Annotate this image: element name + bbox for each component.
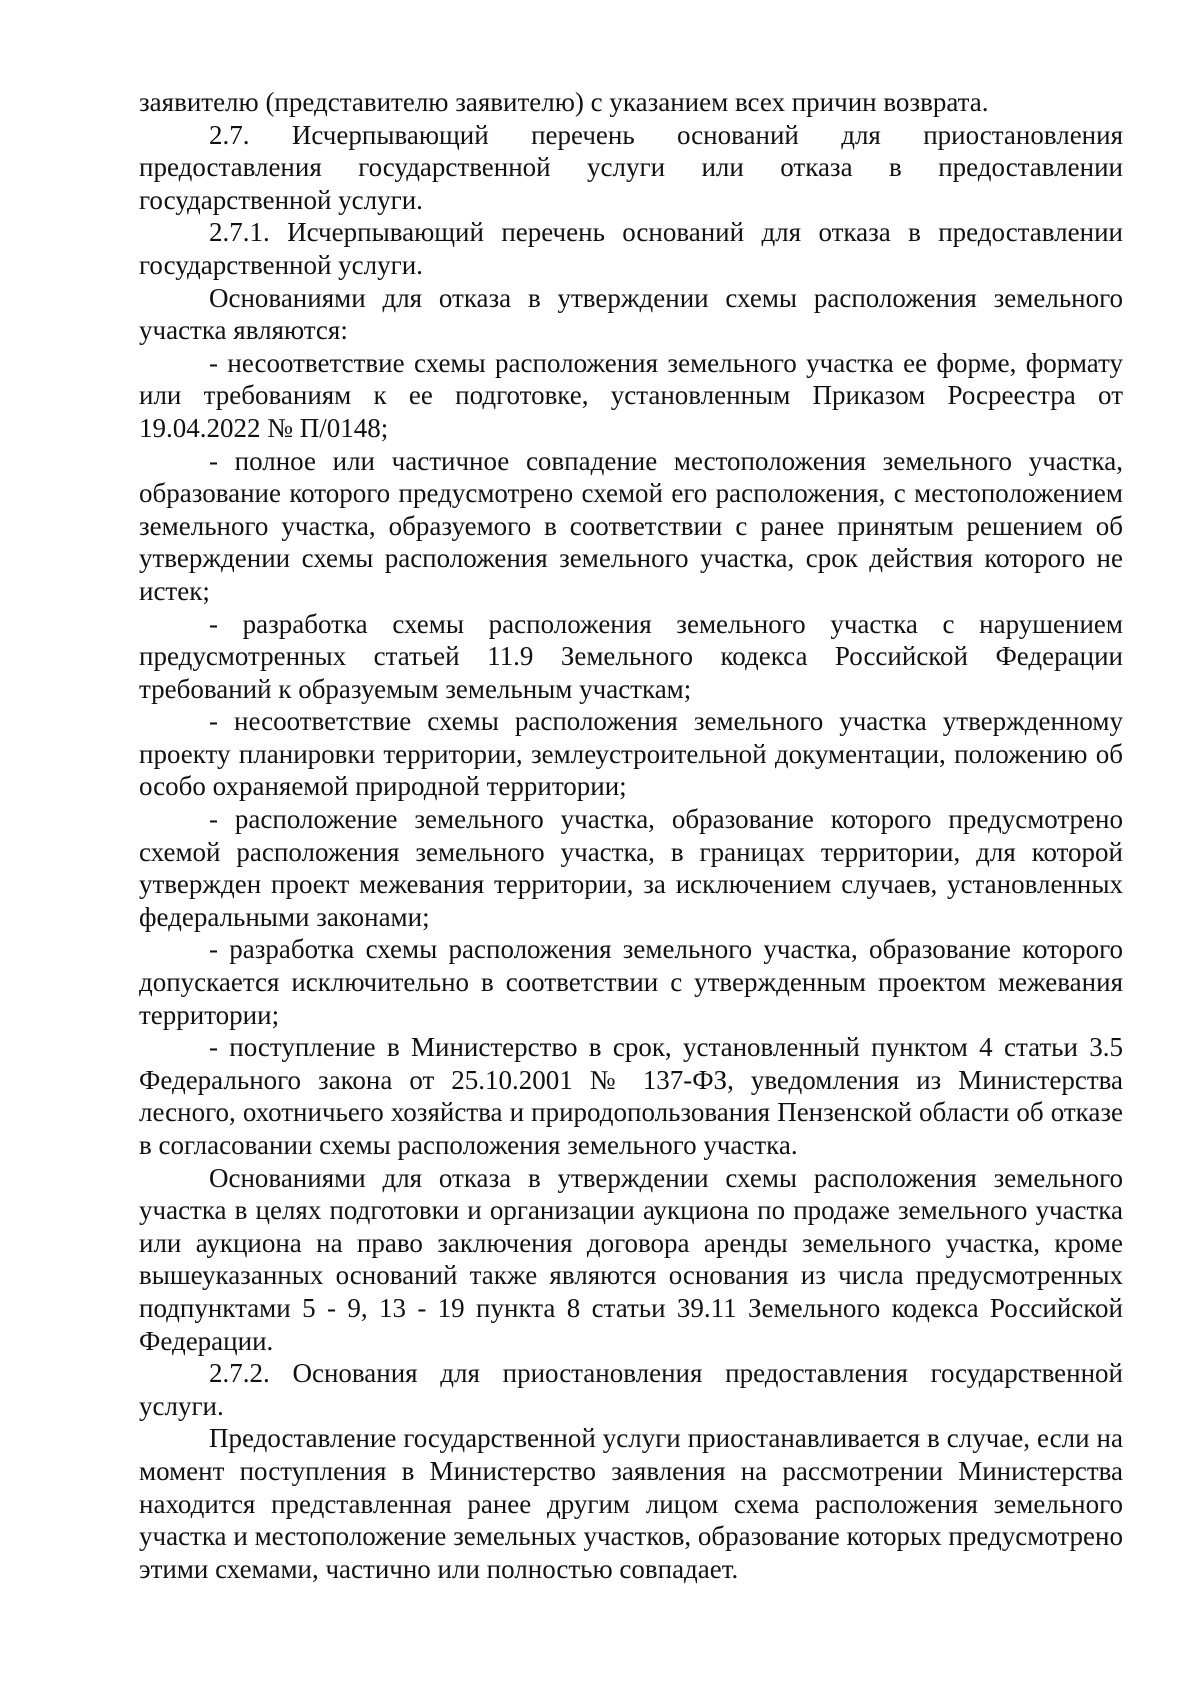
list-item-article-11-9-violation: - разработка схемы расположения земельного участка с нарушением предусмотренных статьей 11.9 Земельного кодекса Российской Федерации требований к образуемым земельным участкам; (139, 608, 1123, 704)
list-item-survey-project-territory: - расположение земельного участка, образование которого предусмотрено схемой расположения земельного участка, в границах территории, для которой утвержден проект межевания территории, за исключением случаев, установленных федеральными законами; (139, 804, 1123, 932)
document-body (139, 86, 1123, 1585)
paragraph-2-7-2-heading: 2.7.2. Основания для приостановления предоставления государственной услуги. (139, 1358, 1123, 1421)
list-item-planning-mismatch: - несоответствие схемы расположения земельного участка утвержденному проекту планировки территории, землеустроительной документации, положению об особо охраняемой природной территории; (139, 706, 1123, 802)
list-item-format-mismatch: - несоответствие схемы расположения земельного участка ее форме, формату или требованиям к ее подготовке, установленным Приказом Росреестра от 19.04.2022 № П/0148; (139, 347, 1123, 443)
paragraph-auction-refusal-grounds: Основаниями для отказа в утверждении схемы расположения земельного участка в целях подготовки и организации аукциона по продаже земельного участка или аукциона на право заключения договора аренды земельного участка, кроме вышеуказанных оснований также являются основания из числа предусмотренных подпунктами 5 - 9, 13 - 19 пункта 8 статьи 39.11 Земельного кодекса Российской Федерации. (139, 1162, 1123, 1356)
list-item-location-overlap: - полное или частичное совпадение местоположения земельного участка, образование которого предусмотрено схемой его расположения, с местоположением земельного участка, образуемого в соответствии с ранее принятым решением об утверждении схемы расположения земельного участка, срок действия которого не истек; (139, 445, 1123, 606)
list-item-forestry-ministry-refusal: - поступление в Министерство в срок, установленный пунктом 4 статьи 3.5 Федерального закона от 25.10.2001 № 137-ФЗ, уведомления из Министерства лесного, охотничьего хозяйства и природопользования Пензенской области об отказе в согласовании схемы расположения земельного участка. (139, 1032, 1123, 1160)
paragraph-refusal-grounds-intro: Основаниями для отказа в утверждении схемы расположения земельного участка являются: (139, 282, 1123, 346)
paragraph-return-reasons: заявителю (представителю заявителю) с указанием всех причин возврата. (139, 87, 989, 117)
paragraph-suspension-case: Предоставление государственной услуги приостанавливается в случае, если на момент поступления в Министерство заявления на рассмотрении Министерства находится представленная ранее другим лицом схема расположения земельного участка и местоположение земельных участков, образование которых предусмотрено этими схемами, частично или полностью совпадает. (139, 1423, 1123, 1584)
list-item-survey-project-only: - разработка схемы расположения земельного участка, образование которого допускается исключительно в соответствии с утвержденным проектом межевания территории; (139, 934, 1123, 1030)
paragraph-2-7-heading: 2.7. Исчерпывающий перечень оснований для приостановления предоставления государственной услуги или отказа в предоставлении государственной услуги. (139, 119, 1123, 215)
paragraph-2-7-1-heading: 2.7.1. Исчерпывающий перечень оснований для отказа в предоставлении государственной услуги. (139, 217, 1123, 280)
